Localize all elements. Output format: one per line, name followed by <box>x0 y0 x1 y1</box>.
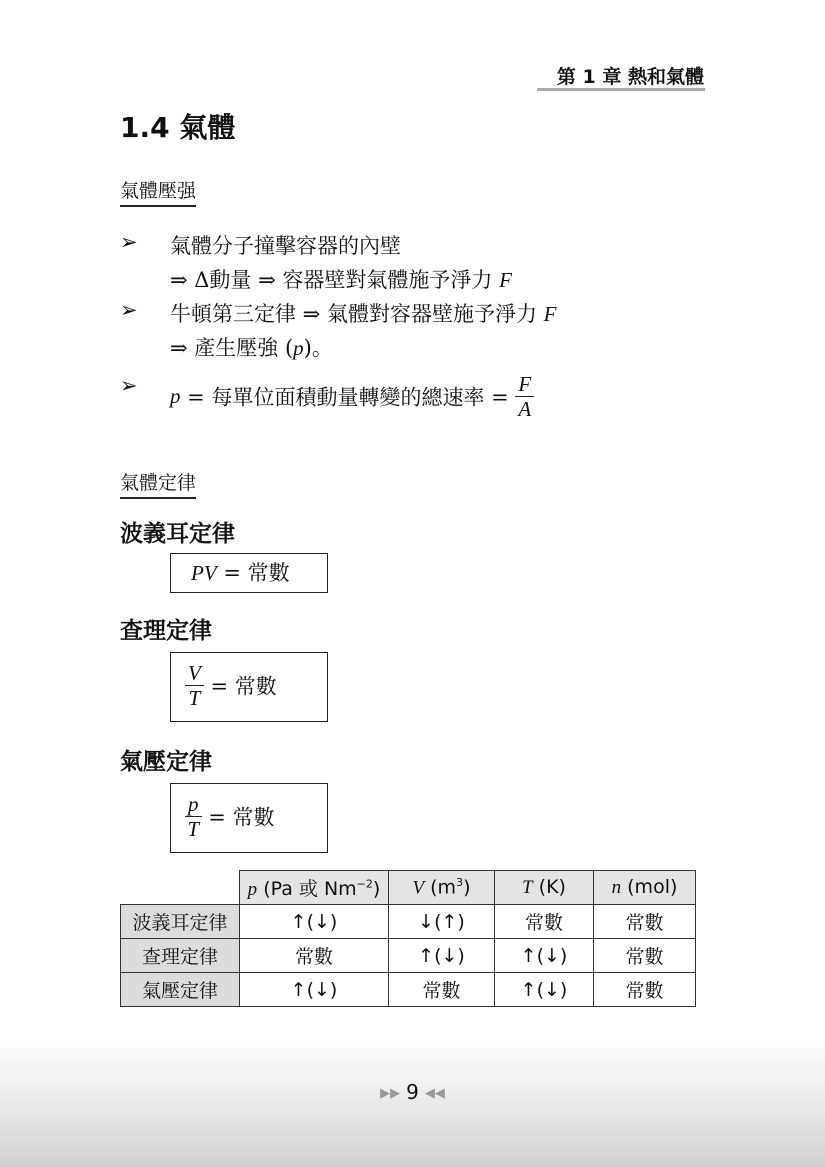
col-header-v <box>389 871 495 905</box>
text: (mol) <box>621 876 678 898</box>
bullet-arrow-icon: ➢ <box>120 373 138 398</box>
text: T <box>187 817 200 841</box>
table-cell: 常數 <box>389 973 495 1007</box>
law-name-boyle: 波義耳定律 <box>120 520 235 547</box>
table-cell: 氣壓定律 <box>121 973 240 1007</box>
formula-box-pressure <box>170 783 328 853</box>
table-cell: 查理定律 <box>121 939 240 973</box>
text: PV <box>191 561 217 585</box>
bullet-arrow-icon: ➢ <box>120 230 138 254</box>
text: ⇒ Δ動量 ⇒ 容器壁對氣體施予淨力 <box>170 268 500 292</box>
bullet-2 <box>120 298 557 326</box>
bullet-2-line2 <box>170 332 333 362</box>
bullet-3 <box>120 372 532 421</box>
text: T <box>188 686 201 710</box>
text: −2 <box>356 877 373 891</box>
text: n <box>611 877 622 898</box>
text: 3 <box>456 875 464 889</box>
text: 牛頓第三定律 ⇒ 氣體對容器壁施予淨力 <box>170 302 544 326</box>
double-right-arrow-icon: ▶▶ <box>380 1086 401 1101</box>
text: = 常數 <box>210 674 277 699</box>
table-cell <box>121 871 240 905</box>
text: = 常數 <box>208 805 275 830</box>
subheading-gas-pressure: 氣體壓强 <box>120 176 196 207</box>
law-name-pressure: 氣壓定律 <box>120 748 212 775</box>
table-row <box>121 905 696 939</box>
text: )。 <box>303 336 333 360</box>
table-cell: 波義耳定律 <box>121 905 240 939</box>
text: (Pa 或 Nm <box>257 878 357 900</box>
text <box>185 792 202 841</box>
text: V <box>412 877 425 899</box>
col-header-t <box>495 871 594 905</box>
table-row <box>121 973 696 1007</box>
section-title: 1.4 氣體 <box>120 111 236 144</box>
table-cell: ↓(↑) <box>389 905 495 939</box>
text: 9 <box>406 1080 419 1104</box>
gas-laws-table <box>120 870 696 1007</box>
table-cell: 常數 <box>240 939 389 973</box>
text: F <box>543 302 557 326</box>
table-cell: 常數 <box>495 905 594 939</box>
text: 氣體分子撞擊容器的內壁 <box>170 234 401 258</box>
col-header-p <box>240 871 389 905</box>
formula-box-charles <box>170 652 328 722</box>
text: = 常數 <box>216 561 290 585</box>
text: p <box>293 336 304 360</box>
text <box>121 871 696 1007</box>
text: p <box>170 384 181 408</box>
text: T <box>522 877 533 898</box>
table-header-row <box>121 871 696 905</box>
table-cell: 常數 <box>594 905 696 939</box>
table-row <box>121 939 696 973</box>
page-number <box>0 1080 825 1104</box>
bullet-1-line2 <box>170 264 512 294</box>
text: ⇒ 產生壓強 ( <box>170 336 294 360</box>
text: V <box>185 661 204 686</box>
text: p <box>185 792 202 817</box>
text: ) <box>463 876 471 899</box>
text: (m <box>424 876 457 899</box>
text: F <box>515 372 534 397</box>
double-left-arrow-icon: ◀◀ <box>424 1086 445 1101</box>
text: (K) <box>532 876 566 898</box>
chapter-header: 第 1 章 熱和氣體 <box>556 66 704 88</box>
text <box>170 298 556 328</box>
formula-box-boyle <box>170 553 328 593</box>
text: F <box>499 268 512 292</box>
table-cell: ↑(↓) <box>240 905 389 939</box>
text: A <box>518 397 532 421</box>
header-underline <box>537 88 705 91</box>
law-name-charles: 查理定律 <box>120 617 212 644</box>
table-cell: ↑(↓) <box>495 973 594 1007</box>
text <box>185 661 204 710</box>
subheading-gas-laws: 氣體定律 <box>120 468 196 499</box>
table-cell: 常數 <box>594 973 696 1007</box>
table-cell: ↑(↓) <box>240 973 389 1007</box>
text: p <box>247 879 258 900</box>
text: ) <box>372 878 381 900</box>
text: = 每單位面積動量轉變的總速率 = <box>180 385 516 410</box>
fraction-F-over-A <box>515 372 534 421</box>
col-header-n <box>594 871 696 905</box>
table-cell: ↑(↓) <box>495 939 594 973</box>
text <box>170 372 534 421</box>
bullet-1 <box>120 230 401 258</box>
table-cell: 常數 <box>594 939 696 973</box>
bullet-arrow-icon: ➢ <box>120 298 138 322</box>
table-cell: ↑(↓) <box>389 939 495 973</box>
